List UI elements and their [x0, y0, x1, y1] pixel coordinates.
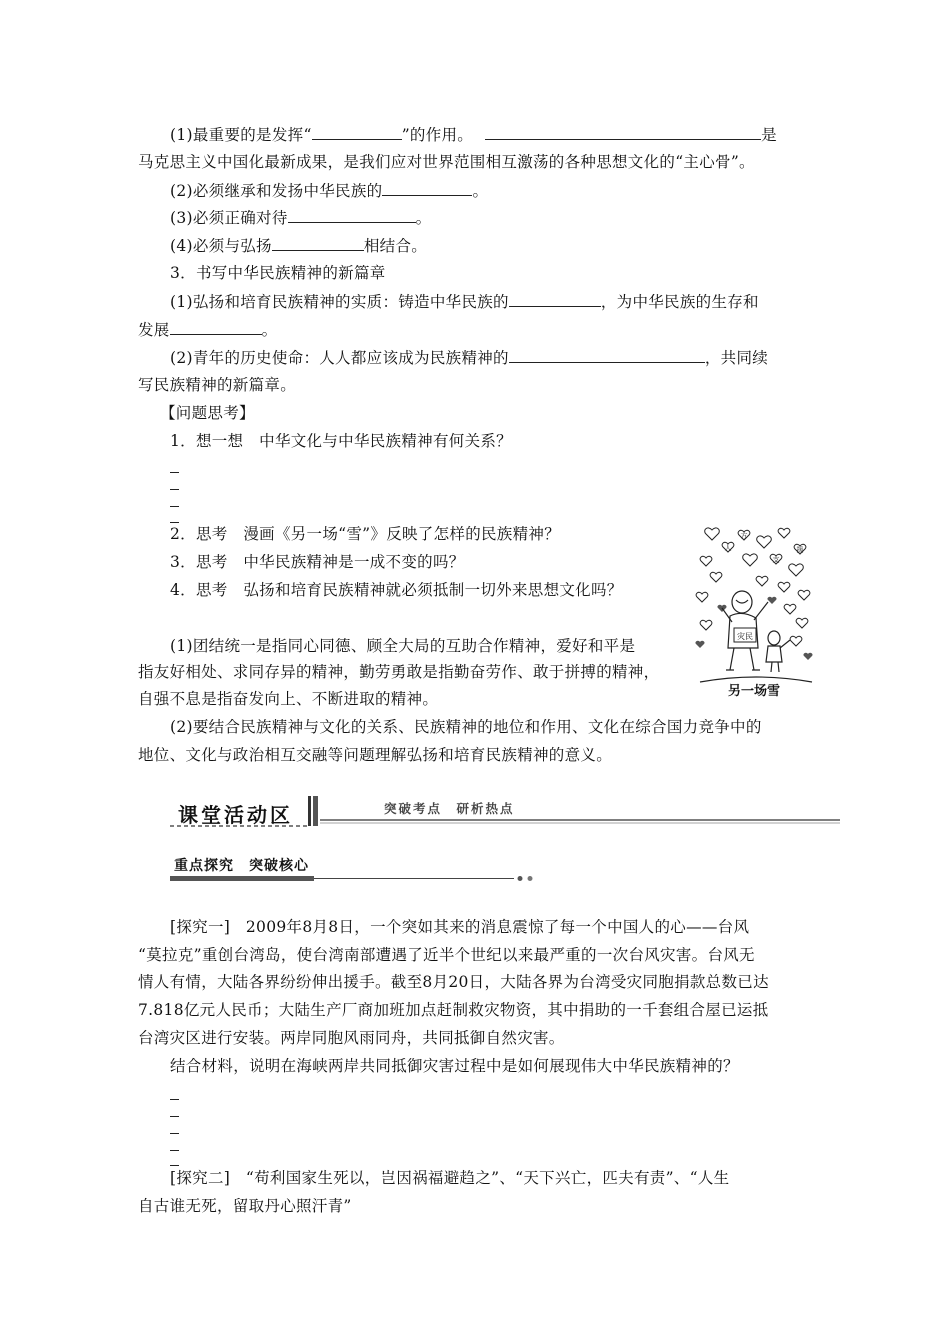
fill-blank[interactable]: [485, 124, 761, 140]
text: 相结合。: [363, 237, 428, 255]
explore1-line2: “莫拉克”重创台湾岛，使台湾南部遭遇了近半个世纪以来最严重的一次台风灾害。台风无: [138, 946, 755, 964]
text: ”的作用。: [401, 126, 474, 144]
text: 是: [761, 126, 777, 144]
s3-heading: 3．书写中华民族精神的新篇章: [170, 264, 386, 282]
heart-char: 支: [772, 556, 780, 564]
answer-1-line3: 自强不息是指奋发向上、不断进取的精神。: [138, 690, 439, 708]
fill-blank[interactable]: [288, 207, 416, 223]
answer-line[interactable]: [170, 1133, 179, 1134]
text: (4)必须与弘扬: [170, 237, 272, 255]
text: ，共同续: [704, 349, 769, 367]
fill-blank[interactable]: [509, 347, 705, 363]
answer-line[interactable]: [170, 522, 179, 523]
explore2-line2: 自古谁无死，留取丹心照汗青”: [138, 1197, 352, 1215]
fill-blank[interactable]: [509, 291, 601, 307]
heart-char: 方: [740, 532, 748, 540]
text: ，为中华民族的生存和: [600, 293, 759, 311]
question-4: 4．思考 弘扬和培育民族精神就必须抵制一切外来思想文化吗？: [170, 581, 623, 599]
s3-item2: [170, 347, 768, 368]
cartoon-label-box: 灾民: [737, 632, 753, 641]
questions-heading: 【问题思考】: [160, 404, 255, 422]
cartoon-illustration: [692, 522, 816, 698]
s3-item1: [170, 291, 759, 312]
text: 发展: [138, 321, 170, 339]
text: (3)必须正确对待: [170, 209, 288, 227]
answer-2-line2: 地位、文化与政治相互交融等问题理解弘扬和培育民族精神的意义。: [138, 746, 613, 764]
answer-line[interactable]: [170, 1150, 179, 1151]
explore2-line1: [探究二] “苟利国家生死以，岂因祸福避趋之”、“天下兴亡，匹夫有责”、“人生: [170, 1169, 730, 1187]
text: 。: [472, 182, 489, 200]
text: (2)青年的历史使命：人人都应该成为民族精神的: [170, 349, 509, 367]
subsection-title: 重点探究 突破核心: [174, 858, 309, 874]
fill-blank[interactable]: [272, 235, 364, 251]
text: 。: [261, 321, 278, 339]
answer-line[interactable]: [170, 472, 179, 473]
explore1-line5: 台湾灾区进行安装。两岸同胞风雨同舟，共同抵御自然灾害。: [138, 1029, 565, 1047]
answer-line[interactable]: [170, 1099, 179, 1100]
heart-char: 人: [724, 544, 732, 552]
s2-item1: [170, 124, 777, 145]
fill-blank[interactable]: [312, 124, 402, 140]
answer-line[interactable]: [170, 506, 179, 507]
explore1-line1: [探究一] 2009年8月8日，一个突如其来的消息震惊了每一个中国人的心——台风: [170, 918, 750, 936]
text: 。: [415, 209, 432, 227]
answer-2-line1: (2)要结合民族精神与文化的关系、民族精神的地位和作用、文化在综合国力竞争中的: [170, 718, 762, 736]
s3-item1-cont: [138, 319, 277, 340]
question-3: 3．思考 中华民族精神是一成不变的吗？: [170, 553, 465, 571]
banner-subtitle: 突破考点 研析热点: [384, 801, 515, 816]
subsection-rule: [170, 874, 540, 884]
fill-blank[interactable]: [382, 180, 472, 196]
s2-item3: [170, 207, 431, 228]
answer-line[interactable]: [170, 1165, 179, 1166]
fill-blank[interactable]: [170, 319, 262, 335]
s2-item1-cont: 马克思主义中国化最新成果，是我们应对世界范围相互激荡的各种思想文化的“主心骨”。: [138, 153, 755, 171]
s3-item2-cont: 写民族精神的新篇章。: [138, 376, 297, 394]
question-1: 1．想一想 中华文化与中华民族精神有何关系？: [170, 432, 512, 450]
explore1-question: 结合材料，说明在海峡两岸共同抵御灾害过程中是如何展现伟大中华民族精神的？: [170, 1057, 739, 1075]
answer-line[interactable]: [170, 489, 179, 490]
answer-1-line1: (1)团结统一是指同心同德、顾全大局的互助合作精神，爱好和平是: [170, 637, 636, 655]
s2-item2: [170, 180, 488, 201]
text: (2)必须继承和发扬中华民族的: [170, 182, 383, 200]
answer-line[interactable]: [170, 1116, 179, 1117]
question-2: 2．思考 漫画《另一场“雪”》反映了怎样的民族精神？: [170, 525, 561, 543]
explore1-line4: 7.818亿元人民币；大陆生产厂商加班加点赶制救灾物资，其中捐助的一千套组合屋已运抵: [138, 1001, 769, 1019]
s2-item4: [170, 235, 427, 256]
text: (1)最重要的是发挥“: [170, 126, 312, 144]
heart-char: 援: [796, 546, 804, 554]
cartoon-caption: 另一场雪: [728, 684, 781, 699]
answer-1-line2: 指友好相处、求同存异的精神，勤劳勇敢是指勤奋劳作、敢于拼搏的精神，: [138, 663, 660, 681]
explore1-line3: 情人有情，大陆各界纷纷伸出援手。截至8月20日，大陆各界为台湾受灾同胞捐款总数已达: [138, 973, 769, 991]
banner-title: 课堂活动区: [178, 803, 293, 827]
text: (1)弘扬和培育民族精神的实质：铸造中华民族的: [170, 293, 509, 311]
